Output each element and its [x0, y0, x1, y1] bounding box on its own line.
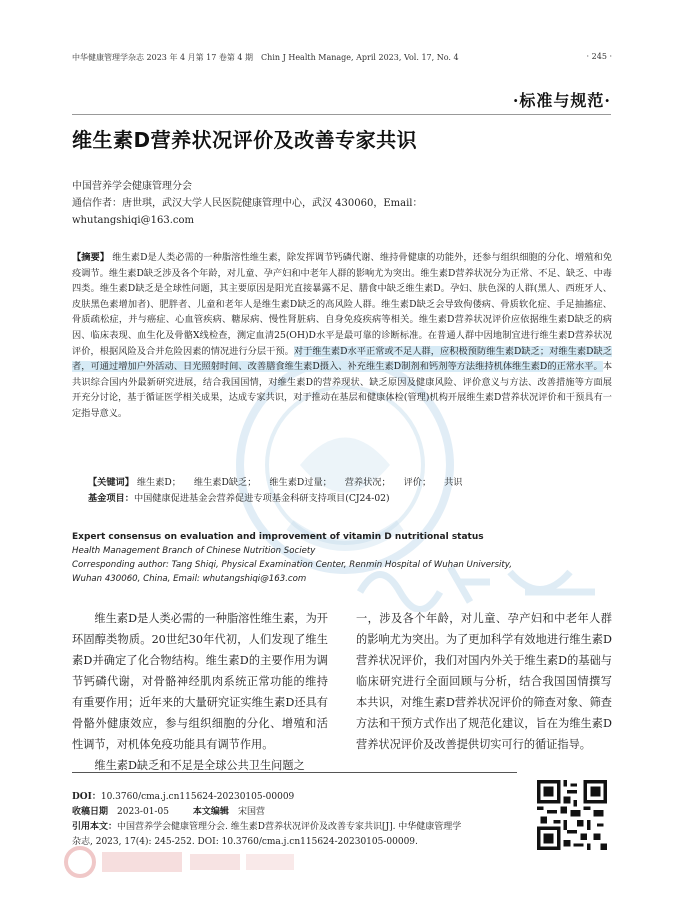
keyword: 维生素D过量；: [269, 477, 332, 488]
author-block: [72, 178, 612, 229]
cite-label: 引用本文：: [72, 822, 118, 832]
abstract-label: 【摘要】: [72, 252, 110, 263]
cite-text-1: 中国营养学会健康管理分会. 维生素D营养状况评价及改善专家共识[J]. 中华健康管理学: [117, 822, 462, 832]
citation-cont: 杂志, 2023, 17(4): 245-252. DOI: 10.3760/cma.j.cn115624-20230105-00009.: [72, 837, 418, 847]
abstract-text-3: 本共识综合国内外最新研究进展，结合我国国情，对维生素D的营养现状、缺乏原因及健康风险、评价意义与方法、改善措施等方面展开充分讨论，基于循证医学相关成果，达成专家共识，对于推动在基层和健康体检(管理)机构开展维生素D营养状况评价和干预具有一定指导意义。: [72, 361, 612, 419]
received-date: 2023-01-05: [117, 807, 169, 817]
body-column-right: [356, 608, 612, 755]
received-line: [72, 805, 527, 820]
doi-value[interactable]: 10.3760/cma.j.cn115624-20230105-00009: [100, 792, 295, 802]
keyword: 共识: [444, 477, 463, 488]
author-org: 中国营养学会健康管理分会: [72, 181, 192, 192]
keywords-label: 【关键词】: [88, 477, 134, 488]
english-block: [72, 530, 612, 586]
page-number: · 245 ·: [586, 52, 612, 61]
journal-info: 中华健康管理学杂志 2023 年 4 月第 17 卷第 4 期 Chin J Health Manage, April 2023, Vol. 17, No. 4: [72, 53, 459, 62]
fund-info: [88, 490, 390, 504]
doi-line: [72, 790, 527, 805]
article-title: 维生素D营养状况评价及改善专家共识: [72, 128, 418, 152]
keyword: 维生素D缺乏；: [193, 477, 257, 488]
running-header: [72, 52, 612, 63]
body-paragraph: 维生素D是人类必需的一种脂溶性维生素，为开环固醇类物质。20世纪30年代初，人们发现了维生素D并确定了化合物结构。维生素D的主要作用为调节钙磷代谢，对骨骼神经肌肉系统正常功能的维持有重要作用；近年来的大量研究证实维生素D还具有骨骼外健康效应，参与组织细胞的分化、增殖和活性调节，对机体免疫功能具有调节作用。: [72, 612, 328, 751]
english-correspondence-1: Corresponding author: Tang Shiqi, Physical Examination Center, Renmin Hospital of Wuhan University,: [72, 560, 512, 570]
keywords: [88, 474, 472, 488]
qr-code[interactable]: [537, 780, 607, 850]
footer-divider: [72, 772, 517, 773]
footer-info: [72, 790, 527, 850]
body-paragraph: 一，涉及各个年龄，对儿童、孕产妇和中老年人群的影响尤为突出。为了更加科学有效地进行维生素D营养状况评价，我们对国内外关于维生素D的基础与临床研究进行全面回顾与分析，结合我国国情撰写本共识，对维生素D营养状况评价的筛查对象、筛查方法和干预方式作出了规范化建议，旨在为维生素D营养状况评价及改善提供切实可行的循证指导。: [356, 612, 612, 751]
abstract: [72, 250, 612, 422]
citation: [72, 820, 527, 835]
abstract-text-1: 维生素D是人类必需的一种脂溶性维生素，除发挥调节钙磷代谢、维持骨健康的功能外，还参与组织细胞的分化、增殖和免疫调节。维生素D缺乏涉及各个年龄，对儿童、孕产妇和中老年人群的影响尤为突出。维生素D营养状况分为正常、不足、缺乏、中毒四类。维生素D缺乏是全球性问题，其主要原因是阳光直接暴露不足、膳食中缺乏维生素D。孕妇、肤色深的人群(黑人、西班牙人、皮肤黑色素增加者)、肥胖者、儿童和老年人是维生素D缺乏的高风险人群。维生素D缺乏会导致佝偻病、骨质软化症、手足抽搐症、骨质疏松症，并与癌症、心血管疾病、糖尿病、慢性肾脏病、自身免疫疾病等相关。维生素D营养状况评价应依据维生素D缺乏的病因、临床表现、血生化及骨骼X线检查，测定血清25(OH)D水平是最可靠的诊断标准。在普通人群中因地制宜进行维生素D营养状况评价，根据风险及合并危险因素的情况进行分层干预。: [72, 252, 613, 357]
keyword: 营养状况；: [344, 477, 391, 488]
editor-label: 本文编辑: [192, 807, 229, 817]
abstract-text-highlighted: 对于维生素D水平正常或不足人群，应积极预防维生素D缺乏；对维生素D缺乏者，可通过增加户外活动、日光照射时间、改善膳食维生素D摄入、补充维生素D制剂和钙剂等方法维持机体维生素D的正常水平。: [72, 345, 612, 373]
header-divider: [72, 114, 611, 115]
corresponding-author: 通信作者：唐世琪，武汉大学人民医院健康管理中心，武汉 430060，Email：: [72, 198, 423, 209]
keyword: 评价；: [403, 477, 432, 488]
keyword: 维生素D；: [136, 477, 181, 488]
fund-text: 中国健康促进基金会营养促进专项基金科研支持项目(CJ24-02): [133, 493, 390, 504]
section-tag: ·标准与规范·: [512, 91, 611, 110]
received-label: 收稿日期: [72, 807, 109, 817]
body-paragraph: 维生素D缺乏和不足是全球公共卫生问题之: [94, 759, 305, 772]
editor-name: 宋国营: [237, 807, 265, 817]
fund-label: 基金项目：: [88, 493, 134, 504]
english-correspondence-2: Wuhan 430060, China, Email: whutangshiqi@163.com: [72, 574, 307, 584]
doi-label: DOI：: [72, 792, 101, 802]
body-column-left: [72, 608, 328, 776]
english-title: Expert consensus on evaluation and improvement of vitamin D nutritional status: [72, 532, 484, 542]
author-email[interactable]: whutangshiqi@163.com: [72, 215, 195, 226]
english-branch: Health Management Branch of Chinese Nutrition Society: [72, 546, 316, 556]
